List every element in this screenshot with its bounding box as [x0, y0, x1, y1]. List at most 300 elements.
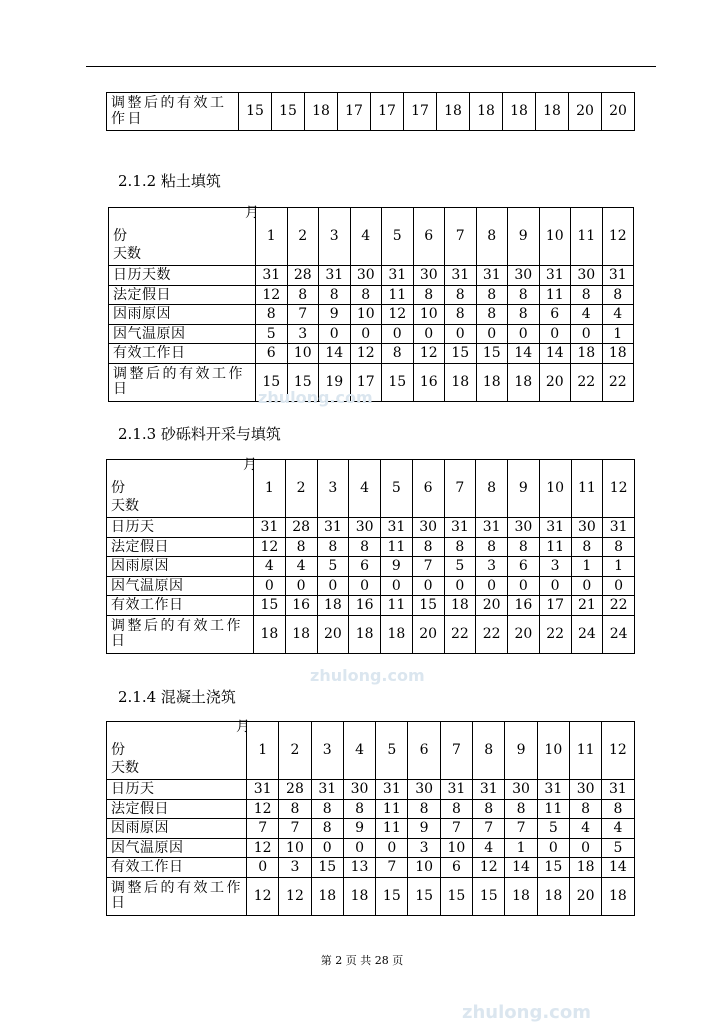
value-cell: 31 — [476, 266, 508, 286]
value-cell: 22 — [539, 615, 571, 653]
value-cell: 28 — [287, 266, 319, 286]
month-header-cell: 2 — [285, 460, 317, 518]
value-cell: 0 — [349, 576, 381, 596]
value-cell: 18 — [437, 93, 470, 131]
month-header-cell: 5 — [382, 208, 414, 266]
month-header-cell: 11 — [571, 460, 603, 518]
value-cell: 20 — [539, 363, 571, 401]
value-cell: 10 — [413, 305, 445, 325]
value-cell: 8 — [311, 819, 343, 839]
value-cell: 8 — [508, 305, 540, 325]
value-cell: 13 — [343, 858, 375, 878]
value-cell: 0 — [508, 324, 540, 344]
row-label: 日历天 — [107, 518, 254, 538]
value-cell: 8 — [350, 285, 382, 305]
value-cell: 30 — [349, 518, 381, 538]
value-cell: 7 — [412, 557, 444, 577]
value-cell: 18 — [505, 877, 537, 915]
clay-fill-table — [108, 207, 634, 402]
value-cell: 0 — [319, 324, 351, 344]
row-label: 因雨原因 — [109, 305, 256, 325]
value-cell: 15 — [272, 93, 305, 131]
value-cell: 31 — [254, 518, 286, 538]
value-cell: 8 — [279, 799, 311, 819]
value-cell: 7 — [473, 819, 505, 839]
value-cell: 15 — [239, 93, 272, 131]
value-cell: 31 — [382, 266, 414, 286]
value-cell: 31 — [376, 780, 408, 800]
table-row — [107, 518, 635, 538]
row-label: 法定假日 — [109, 285, 256, 305]
table-row — [107, 576, 635, 596]
value-cell: 8 — [476, 537, 508, 557]
value-cell: 16 — [508, 596, 540, 616]
table-row — [107, 819, 635, 839]
header-rule — [86, 66, 656, 67]
value-cell: 20 — [569, 93, 602, 131]
value-cell: 18 — [536, 93, 569, 131]
month-header-cell: 6 — [412, 460, 444, 518]
value-cell: 7 — [279, 819, 311, 839]
value-cell: 0 — [539, 324, 571, 344]
value-cell: 18 — [602, 877, 634, 915]
value-cell: 10 — [287, 344, 319, 364]
month-header-cell: 11 — [569, 722, 601, 780]
value-cell: 28 — [279, 780, 311, 800]
month-header-cell: 9 — [508, 208, 540, 266]
value-cell: 8 — [476, 305, 508, 325]
value-cell: 0 — [603, 576, 635, 596]
value-cell: 7 — [247, 819, 279, 839]
value-cell: 18 — [508, 363, 540, 401]
concrete-table — [106, 721, 635, 916]
month-header-cell: 8 — [473, 722, 505, 780]
month-header-cell: 4 — [349, 460, 381, 518]
value-cell: 15 — [412, 596, 444, 616]
table-row — [109, 266, 634, 286]
value-cell: 12 — [256, 285, 288, 305]
table-row — [107, 615, 635, 653]
value-cell: 3 — [287, 324, 319, 344]
value-cell: 15 — [440, 877, 472, 915]
value-cell: 16 — [413, 363, 445, 401]
value-cell: 5 — [537, 819, 569, 839]
value-cell: 18 — [476, 363, 508, 401]
month-header-cell: 8 — [476, 208, 508, 266]
table-header-row — [107, 722, 635, 780]
value-cell: 8 — [440, 799, 472, 819]
value-cell: 7 — [505, 819, 537, 839]
value-cell: 12 — [279, 877, 311, 915]
value-cell: 4 — [602, 819, 634, 839]
value-cell: 0 — [444, 576, 476, 596]
value-cell: 10 — [350, 305, 382, 325]
value-cell: 12 — [413, 344, 445, 364]
value-cell: 24 — [571, 615, 603, 653]
value-cell: 18 — [305, 93, 338, 131]
header-fen-label: 份 — [111, 480, 125, 496]
value-cell: 15 — [287, 363, 319, 401]
table-row — [107, 780, 635, 800]
value-cell: 4 — [571, 305, 603, 325]
value-cell: 16 — [285, 596, 317, 616]
value-cell: 12 — [247, 877, 279, 915]
value-cell: 18 — [311, 877, 343, 915]
value-cell: 22 — [602, 363, 634, 401]
value-cell: 8 — [569, 799, 601, 819]
value-cell: 10 — [440, 838, 472, 858]
month-day-header-cell — [107, 457, 257, 518]
header-days-label: 天数 — [111, 760, 139, 776]
header-fen-label: 份 — [111, 742, 125, 758]
value-cell: 8 — [382, 344, 414, 364]
table-row — [109, 285, 634, 305]
page-footer: 第 2 页 共 28 页 — [320, 954, 404, 967]
table-row — [107, 799, 635, 819]
value-cell: 0 — [571, 576, 603, 596]
month-header-cell: 1 — [254, 460, 286, 518]
value-cell: 1 — [505, 838, 537, 858]
value-cell: 11 — [381, 537, 413, 557]
value-cell: 20 — [602, 93, 635, 131]
header-fen-label: 份 — [113, 228, 127, 244]
table-row — [107, 858, 635, 878]
table-row — [109, 324, 634, 344]
value-cell: 31 — [539, 266, 571, 286]
value-cell: 15 — [376, 877, 408, 915]
value-cell: 10 — [408, 858, 440, 878]
value-cell: 30 — [505, 780, 537, 800]
value-cell: 0 — [317, 576, 349, 596]
value-cell: 18 — [503, 93, 536, 131]
value-cell: 8 — [285, 537, 317, 557]
value-cell: 8 — [408, 799, 440, 819]
value-cell: 15 — [382, 363, 414, 401]
value-cell: 8 — [505, 799, 537, 819]
month-header-cell: 12 — [603, 460, 635, 518]
value-cell: 8 — [343, 799, 375, 819]
value-cell: 22 — [444, 615, 476, 653]
top-adjusted-row-table — [106, 92, 635, 131]
month-header-cell: 5 — [376, 722, 408, 780]
value-cell: 11 — [376, 819, 408, 839]
value-cell: 15 — [445, 344, 477, 364]
month-header-cell: 6 — [408, 722, 440, 780]
month-header-cell: 5 — [381, 460, 413, 518]
value-cell: 5 — [602, 838, 634, 858]
month-header-cell: 7 — [440, 722, 472, 780]
value-cell: 8 — [571, 537, 603, 557]
table-row — [109, 305, 634, 325]
header-month-label: 月 — [243, 457, 257, 473]
value-cell: 0 — [285, 576, 317, 596]
table-row — [107, 877, 635, 915]
watermark: zhulong.com — [310, 666, 425, 685]
month-header-cell: 2 — [279, 722, 311, 780]
value-cell: 14 — [319, 344, 351, 364]
row-label: 调整后的有效工作日 — [107, 615, 254, 653]
table-row — [107, 596, 635, 616]
value-cell: 8 — [412, 537, 444, 557]
value-cell: 30 — [350, 266, 382, 286]
value-cell: 16 — [349, 596, 381, 616]
value-cell: 15 — [476, 344, 508, 364]
value-cell: 7 — [440, 819, 472, 839]
value-cell: 11 — [376, 799, 408, 819]
month-header-cell: 3 — [311, 722, 343, 780]
table-row — [107, 537, 635, 557]
month-header-cell: 11 — [571, 208, 603, 266]
value-cell: 18 — [444, 596, 476, 616]
value-cell: 30 — [571, 518, 603, 538]
value-cell: 8 — [508, 537, 540, 557]
value-cell: 31 — [247, 780, 279, 800]
value-cell: 31 — [311, 780, 343, 800]
month-header-cell: 10 — [537, 722, 569, 780]
value-cell: 31 — [476, 518, 508, 538]
table-row — [107, 838, 635, 858]
table-row — [107, 557, 635, 577]
table-row — [109, 344, 634, 364]
month-header-cell: 12 — [602, 208, 634, 266]
value-cell: 31 — [256, 266, 288, 286]
row-label: 因雨原因 — [107, 819, 247, 839]
value-cell: 8 — [317, 537, 349, 557]
value-cell: 0 — [569, 838, 601, 858]
value-cell: 8 — [602, 799, 634, 819]
value-cell: 8 — [256, 305, 288, 325]
value-cell: 8 — [508, 285, 540, 305]
value-cell: 4 — [254, 557, 286, 577]
month-header-cell: 8 — [476, 460, 508, 518]
value-cell: 8 — [445, 285, 477, 305]
header-month-label: 月 — [236, 719, 250, 735]
row-label: 因气温原因 — [107, 576, 254, 596]
value-cell: 0 — [571, 324, 603, 344]
month-header-cell: 10 — [539, 208, 571, 266]
value-cell: 12 — [473, 858, 505, 878]
gravel-table — [106, 459, 635, 654]
value-cell: 30 — [408, 780, 440, 800]
value-cell: 14 — [508, 344, 540, 364]
value-cell: 12 — [247, 799, 279, 819]
value-cell: 0 — [376, 838, 408, 858]
row-label: 因气温原因 — [107, 838, 247, 858]
value-cell: 15 — [256, 363, 288, 401]
value-cell: 0 — [413, 324, 445, 344]
value-cell: 31 — [473, 780, 505, 800]
month-header-cell: 4 — [343, 722, 375, 780]
row-label: 因气温原因 — [109, 324, 256, 344]
section-heading-concrete: 2.1.4 混凝土浇筑 — [118, 688, 236, 706]
value-cell: 8 — [602, 285, 634, 305]
month-header-cell: 1 — [247, 722, 279, 780]
value-cell: 8 — [287, 285, 319, 305]
month-header-cell: 9 — [508, 460, 540, 518]
month-header-cell: 1 — [256, 208, 288, 266]
section-heading-clay: 2.1.2 粘土填筑 — [118, 172, 221, 190]
value-cell: 0 — [537, 838, 569, 858]
value-cell: 0 — [412, 576, 444, 596]
table-row — [107, 93, 635, 131]
value-cell: 20 — [569, 877, 601, 915]
value-cell: 8 — [473, 799, 505, 819]
month-day-header-cell — [109, 205, 259, 266]
value-cell: 9 — [408, 819, 440, 839]
value-cell: 24 — [603, 615, 635, 653]
value-cell: 15 — [537, 858, 569, 878]
value-cell: 0 — [445, 324, 477, 344]
table-header-row — [107, 460, 635, 518]
value-cell: 20 — [476, 596, 508, 616]
value-cell: 11 — [537, 799, 569, 819]
value-cell: 30 — [343, 780, 375, 800]
value-cell: 1 — [602, 324, 634, 344]
value-cell: 12 — [254, 537, 286, 557]
month-day-header-cell — [107, 719, 250, 780]
row-label: 法定假日 — [107, 799, 247, 819]
value-cell: 31 — [381, 518, 413, 538]
value-cell: 0 — [254, 576, 286, 596]
value-cell: 8 — [413, 285, 445, 305]
value-cell: 0 — [539, 576, 571, 596]
value-cell: 19 — [319, 363, 351, 401]
value-cell: 17 — [338, 93, 371, 131]
value-cell: 30 — [569, 780, 601, 800]
value-cell: 11 — [539, 285, 571, 305]
value-cell: 15 — [473, 877, 505, 915]
row-label: 有效工作日 — [107, 596, 254, 616]
value-cell: 8 — [603, 537, 635, 557]
value-cell: 8 — [476, 285, 508, 305]
value-cell: 11 — [382, 285, 414, 305]
value-cell: 18 — [381, 615, 413, 653]
month-header-cell: 9 — [505, 722, 537, 780]
value-cell: 7 — [287, 305, 319, 325]
value-cell: 31 — [537, 780, 569, 800]
value-cell: 12 — [247, 838, 279, 858]
month-header-cell: 3 — [317, 460, 349, 518]
value-cell: 14 — [539, 344, 571, 364]
value-cell: 18 — [349, 615, 381, 653]
value-cell: 8 — [349, 537, 381, 557]
value-cell: 15 — [311, 858, 343, 878]
value-cell: 11 — [539, 537, 571, 557]
value-cell: 28 — [285, 518, 317, 538]
value-cell: 4 — [569, 819, 601, 839]
value-cell: 15 — [254, 596, 286, 616]
value-cell: 0 — [508, 576, 540, 596]
value-cell: 30 — [413, 266, 445, 286]
value-cell: 12 — [382, 305, 414, 325]
row-label: 日历天 — [107, 780, 247, 800]
row-label: 调整后的有效工作日 — [107, 93, 239, 131]
value-cell: 6 — [508, 557, 540, 577]
value-cell: 30 — [508, 266, 540, 286]
value-cell: 3 — [539, 557, 571, 577]
value-cell: 4 — [473, 838, 505, 858]
value-cell: 0 — [476, 324, 508, 344]
value-cell: 22 — [603, 596, 635, 616]
value-cell: 14 — [602, 858, 634, 878]
value-cell: 3 — [408, 838, 440, 858]
value-cell: 11 — [381, 596, 413, 616]
value-cell: 21 — [571, 596, 603, 616]
watermark: zhulong.com — [462, 1002, 591, 1023]
value-cell: 18 — [343, 877, 375, 915]
value-cell: 0 — [247, 858, 279, 878]
value-cell: 30 — [412, 518, 444, 538]
value-cell: 10 — [279, 838, 311, 858]
value-cell: 9 — [381, 557, 413, 577]
value-cell: 0 — [476, 576, 508, 596]
row-label: 日历天数 — [109, 266, 256, 286]
value-cell: 8 — [571, 285, 603, 305]
value-cell: 31 — [602, 266, 634, 286]
month-header-cell: 3 — [319, 208, 351, 266]
watermark: zhulong.com — [258, 388, 373, 407]
value-cell: 18 — [537, 877, 569, 915]
value-cell: 8 — [319, 285, 351, 305]
value-cell: 1 — [571, 557, 603, 577]
value-cell: 18 — [254, 615, 286, 653]
value-cell: 17 — [371, 93, 404, 131]
value-cell: 8 — [311, 799, 343, 819]
value-cell: 22 — [571, 363, 603, 401]
value-cell: 0 — [311, 838, 343, 858]
value-cell: 9 — [319, 305, 351, 325]
table-header-row — [109, 208, 634, 266]
value-cell: 6 — [440, 858, 472, 878]
value-cell: 31 — [440, 780, 472, 800]
month-header-cell: 7 — [444, 460, 476, 518]
value-cell: 0 — [381, 576, 413, 596]
month-header-cell: 4 — [350, 208, 382, 266]
value-cell: 6 — [256, 344, 288, 364]
value-cell: 31 — [319, 266, 351, 286]
row-label: 调整后的有效工作日 — [107, 877, 247, 915]
value-cell: 3 — [476, 557, 508, 577]
value-cell: 6 — [539, 305, 571, 325]
value-cell: 4 — [602, 305, 634, 325]
value-cell: 1 — [603, 557, 635, 577]
value-cell: 3 — [279, 858, 311, 878]
value-cell: 15 — [408, 877, 440, 915]
value-cell: 31 — [317, 518, 349, 538]
value-cell: 18 — [470, 93, 503, 131]
value-cell: 12 — [350, 344, 382, 364]
month-header-cell: 2 — [287, 208, 319, 266]
value-cell: 31 — [602, 780, 634, 800]
row-label: 法定假日 — [107, 537, 254, 557]
value-cell: 17 — [404, 93, 437, 131]
value-cell: 5 — [317, 557, 349, 577]
value-cell: 6 — [349, 557, 381, 577]
row-label: 调整后的有效工作日 — [109, 363, 256, 401]
value-cell: 20 — [317, 615, 349, 653]
month-header-cell: 7 — [445, 208, 477, 266]
value-cell: 18 — [285, 615, 317, 653]
month-header-cell: 10 — [539, 460, 571, 518]
value-cell: 4 — [285, 557, 317, 577]
value-cell: 30 — [508, 518, 540, 538]
month-header-cell: 12 — [602, 722, 634, 780]
value-cell: 18 — [445, 363, 477, 401]
value-cell: 17 — [539, 596, 571, 616]
value-cell: 31 — [539, 518, 571, 538]
value-cell: 8 — [444, 537, 476, 557]
value-cell: 8 — [445, 305, 477, 325]
